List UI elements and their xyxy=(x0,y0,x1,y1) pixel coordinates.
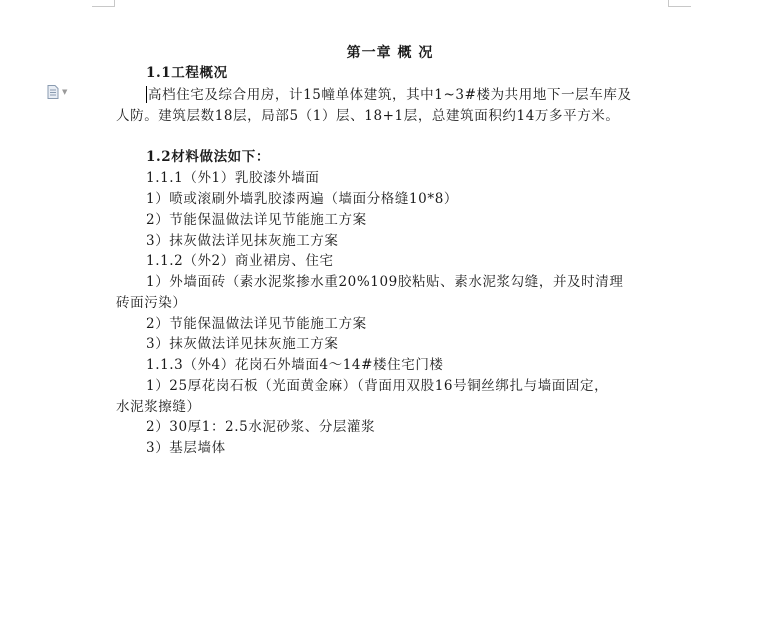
page-corner-marker-top-left xyxy=(92,0,115,7)
list-item: 2）节能保温做法详见节能施工方案 xyxy=(146,212,367,228)
list-item: 3）基层墙体 xyxy=(146,440,226,456)
list-item: 2）30厚1：2.5水泥砂浆、分层灌浆 xyxy=(146,419,376,435)
chapter-title: 第一章 概 况 xyxy=(346,45,434,61)
list-item: 1.1.2（外2）商业裙房、住宅 xyxy=(146,253,334,269)
list-item: 2）节能保温做法详见节能施工方案 xyxy=(146,316,367,332)
list-item: 1）25厚花岗石板（光面黄金麻）（背面用双股16号铜丝绑扎与墙面固定， xyxy=(146,378,609,394)
section-heading-1-2: 1.2材料做法如下： xyxy=(146,149,270,165)
list-item-continuation: 砖面污染） xyxy=(116,295,187,311)
page-corner-marker-top-right xyxy=(668,0,691,7)
paragraph-line: 高档住宅及综合用房，计15幢单体建筑，其中1~3#楼为共用地下一层车库及 xyxy=(148,87,632,103)
list-item: 3）抹灰做法详见抹灰施工方案 xyxy=(146,336,339,352)
document-icon xyxy=(47,85,59,99)
paragraph-options-button[interactable] xyxy=(47,85,67,99)
list-item: 1.1.1（外1）乳胶漆外墙面 xyxy=(146,170,320,186)
chevron-down-icon: ▼ xyxy=(62,88,68,96)
list-item: 1）喷或滚刷外墙乳胶漆两遍（墙面分格缝10*8） xyxy=(146,191,459,207)
list-item-continuation: 水泥浆擦缝） xyxy=(116,399,201,415)
section-heading-1-1: 1.1工程概况 xyxy=(146,65,228,81)
paragraph-line: 人防。建筑层数18层，局部5（1）层、18+1层，总建筑面积约14万多平方米。 xyxy=(116,108,620,124)
list-item: 1.1.3（外4）花岗石外墙面4～14#楼住宅门楼 xyxy=(146,357,444,373)
list-item: 1）外墙面砖（素水泥浆掺水重20%109胶粘贴、素水泥浆勾缝，并及时清理 xyxy=(146,274,624,290)
list-item: 3）抹灰做法详见抹灰施工方案 xyxy=(146,233,339,249)
text-cursor xyxy=(146,86,147,103)
